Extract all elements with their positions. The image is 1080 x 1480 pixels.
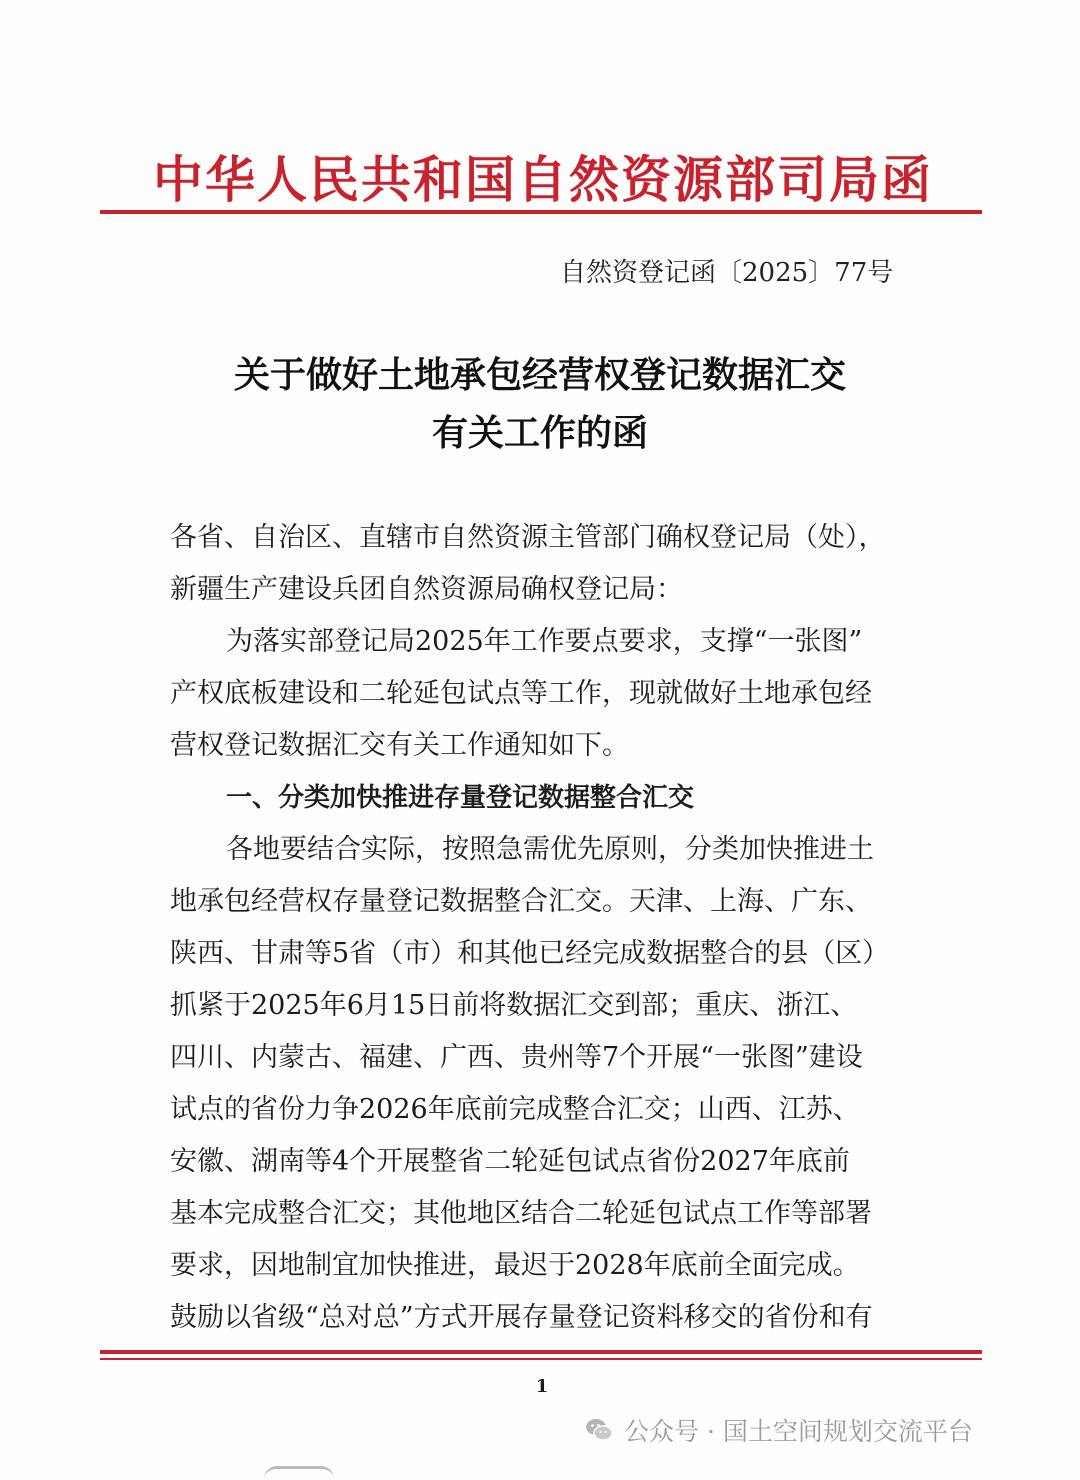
document-title: [130, 346, 950, 462]
document-body: [170, 512, 930, 1344]
body-line: 试点的省份力争2026年底前完成整合汇交；山西、江苏、: [170, 1094, 860, 1125]
section-heading: 一、分类加快推进存量登记数据整合汇交: [226, 783, 695, 813]
footer-red-rule-thin: [100, 1358, 982, 1360]
body-line: 营权登记数据汇交有关工作通知如下。: [170, 730, 629, 761]
letterhead-title: 中华人民共和国自然资源部司局函: [153, 151, 933, 209]
watermark: [584, 1412, 973, 1448]
body-line: 基本完成整合汇交；其他地区结合二轮延包试点工作等部署: [170, 1198, 872, 1229]
letterhead-red-rule: [100, 210, 982, 214]
footer-red-rule: [100, 1350, 982, 1354]
body-line: 鼓励以省级“总对总”方式开展存量登记资料移交的省份和有: [170, 1302, 873, 1333]
body-line: 抓紧于2025年6月15日前将数据汇交到部；重庆、浙江、: [170, 990, 858, 1021]
page-number: 1: [535, 1376, 549, 1397]
body-line: 要求，因地制宜加快推进，最迟于2028年底前全面完成。: [170, 1250, 860, 1281]
scan-edge-mark: [264, 1466, 334, 1479]
body-line: 各地要结合实际，按照急需优先原则，分类加快推进土: [226, 834, 874, 865]
body-line: 陕西、甘肃等5省（市）和其他已经完成数据整合的县（区）: [170, 938, 890, 969]
document-title-line-1: 关于做好土地承包经营权登记数据汇交: [233, 354, 846, 396]
body-line: 为落实部登记局2025年工作要点要求，支撑“一张图”: [226, 626, 863, 657]
document-number: 自然资登记函〔2025〕77号: [560, 258, 894, 288]
watermark-text: 公众号 · 国土空间规划交流平台: [624, 1417, 973, 1446]
body-line: 各省、自治区、直辖市自然资源主管部门确权登记局（处），: [170, 522, 886, 553]
body-line: 产权底板建设和二轮延包试点等工作，现就做好土地承包经: [170, 678, 872, 709]
wechat-icon: [584, 1415, 614, 1445]
body-line: 四川、内蒙古、福建、广西、贵州等7个开展“一张图”建设: [170, 1042, 863, 1073]
body-line: 地承包经营权存量登记数据整合汇交。天津、上海、广东、: [170, 886, 872, 917]
body-line: 新疆生产建设兵团自然资源局确权登记局：: [170, 574, 683, 605]
document-title-line-2: 有关工作的函: [431, 412, 648, 454]
body-line: 安徽、湖南等4个开展整省二轮延包试点省份2027年底前: [170, 1146, 850, 1177]
